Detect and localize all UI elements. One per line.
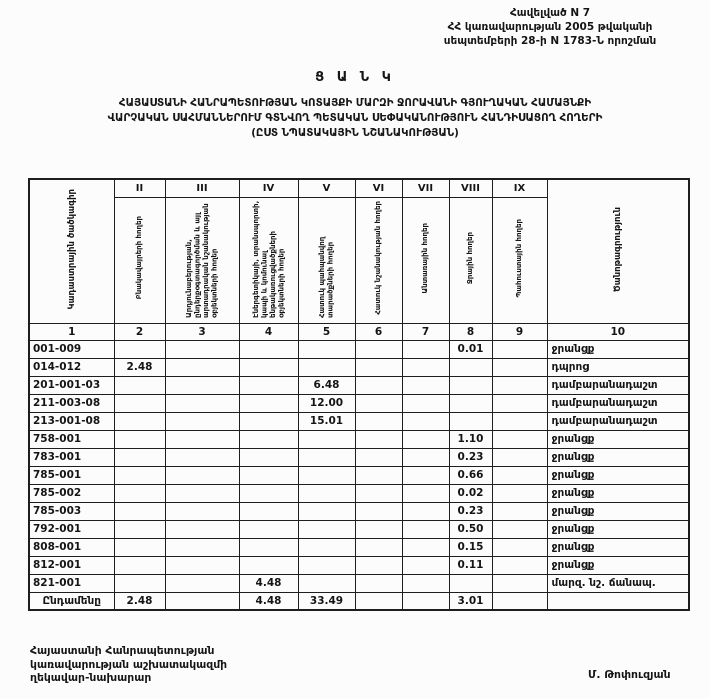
- area-value-cell: [114, 340, 165, 358]
- area-value-cell: 12.00: [298, 394, 355, 412]
- area-value-cell: [165, 502, 239, 520]
- table-row: [29, 376, 689, 394]
- area-value-cell: [492, 430, 547, 448]
- area-value-cell: [298, 430, 355, 448]
- appendix-line-1: Հավելված N 7: [509, 7, 591, 19]
- area-value-cell: [298, 340, 355, 358]
- note-cell: [547, 592, 689, 610]
- cadastral-code-cell: 014-012: [29, 358, 114, 376]
- area-value-cell: 0.15: [449, 538, 492, 556]
- area-value-cell: 6.48: [298, 376, 355, 394]
- numeral-vii: VII: [402, 179, 449, 197]
- area-value-cell: [402, 376, 449, 394]
- table-row: [29, 430, 689, 448]
- total-row: [29, 592, 689, 610]
- area-value-cell: 0.02: [449, 484, 492, 502]
- area-value-cell: [449, 412, 492, 430]
- area-value-cell: [355, 394, 402, 412]
- area-value-cell: [165, 484, 239, 502]
- table-row: [29, 574, 689, 592]
- area-value-cell: 0.01: [449, 340, 492, 358]
- area-value-cell: [165, 394, 239, 412]
- area-value-cell: [239, 520, 298, 538]
- cadastral-code-cell: 812-001: [29, 556, 114, 574]
- area-value-cell: [492, 592, 547, 610]
- appendix-header: [400, 6, 700, 48]
- table-row: [29, 412, 689, 430]
- table-row: [29, 448, 689, 466]
- area-value-cell: [298, 466, 355, 484]
- area-value-cell: 3.01: [449, 592, 492, 610]
- cadastral-code-cell: 758-001: [29, 430, 114, 448]
- table-row: [29, 466, 689, 484]
- area-value-cell: [114, 520, 165, 538]
- header-reserve-lands: Պահուստային հողեր: [492, 197, 547, 323]
- header-cadastral-code: [29, 179, 114, 323]
- appendix-line-3: սեպտեմբերի 28-ի N 1783-Ն որոշման: [443, 35, 657, 47]
- col-number-3: 3: [165, 323, 239, 340]
- note-cell: ջրանցք: [547, 484, 689, 502]
- area-value-cell: [165, 556, 239, 574]
- area-value-cell: [492, 376, 547, 394]
- col-number-7: 7: [402, 323, 449, 340]
- col-number-2: 2: [114, 323, 165, 340]
- numeral-vi: VI: [355, 179, 402, 197]
- note-cell: ջրանցք: [547, 502, 689, 520]
- cadastral-code-cell: 785-003: [29, 502, 114, 520]
- area-value-cell: [402, 592, 449, 610]
- area-value-cell: [355, 340, 402, 358]
- area-value-cell: [492, 556, 547, 574]
- note-cell: ջրանցք: [547, 448, 689, 466]
- area-value-cell: [165, 340, 239, 358]
- col-number-4: 4: [239, 323, 298, 340]
- area-value-cell: [492, 358, 547, 376]
- area-value-cell: [114, 466, 165, 484]
- area-value-cell: 4.48: [239, 592, 298, 610]
- area-value-cell: [114, 376, 165, 394]
- area-value-cell: [239, 430, 298, 448]
- area-value-cell: [355, 466, 402, 484]
- area-value-cell: [355, 358, 402, 376]
- area-value-cell: [165, 538, 239, 556]
- area-value-cell: [239, 502, 298, 520]
- note-cell: դամբարանադաշտ: [547, 376, 689, 394]
- area-value-cell: [298, 358, 355, 376]
- area-value-cell: [298, 574, 355, 592]
- area-value-cell: [449, 394, 492, 412]
- area-value-cell: [298, 556, 355, 574]
- area-value-cell: [114, 430, 165, 448]
- area-value-cell: [402, 484, 449, 502]
- appendix-line-2: ՀՀ կառավարության 2005 թվականի: [447, 21, 653, 33]
- area-value-cell: [355, 448, 402, 466]
- numeral-ix: IX: [492, 179, 547, 197]
- area-value-cell: [239, 466, 298, 484]
- area-value-cell: [355, 430, 402, 448]
- area-value-cell: [402, 466, 449, 484]
- cadastral-code-cell: 785-002: [29, 484, 114, 502]
- area-value-cell: [239, 412, 298, 430]
- area-value-cell: [298, 520, 355, 538]
- area-value-cell: [402, 556, 449, 574]
- area-value-cell: [449, 376, 492, 394]
- numeral-ii: II: [114, 179, 165, 197]
- cadastral-code-cell: 808-001: [29, 538, 114, 556]
- header-protected-lands: Հատուկ պահպանվող տարածքների հողեր: [298, 197, 355, 323]
- area-value-cell: [355, 502, 402, 520]
- note-cell: մարզ. նշ. ճանապ.: [547, 574, 689, 592]
- area-value-cell: [449, 574, 492, 592]
- header-industrial-lands: Արդյունաբերության, ընդերքօգտագործման և այլ արտադրական նշանակության օբյեկտների հողեր: [165, 197, 239, 323]
- col-number-10: 10: [547, 323, 689, 340]
- area-value-cell: [402, 538, 449, 556]
- area-value-cell: [165, 430, 239, 448]
- footer-line-3: ղեկավար-նախարար: [30, 671, 152, 684]
- area-value-cell: [165, 376, 239, 394]
- header-forest-lands: Անտառային հողեր: [402, 197, 449, 323]
- numeral-iv: IV: [239, 179, 298, 197]
- cadastral-code-cell: 201-001-03: [29, 376, 114, 394]
- header-settlement-lands: Բնակավայրերի հողեր: [114, 197, 165, 323]
- area-value-cell: 0.23: [449, 448, 492, 466]
- area-value-cell: [298, 538, 355, 556]
- header-special-lands: Հատուկ նշանակության հողեր: [355, 197, 402, 323]
- area-value-cell: [165, 520, 239, 538]
- area-value-cell: 0.23: [449, 502, 492, 520]
- area-value-cell: [492, 574, 547, 592]
- area-value-cell: [165, 448, 239, 466]
- area-value-cell: [355, 520, 402, 538]
- cadastral-code-cell: Ընդամենը: [29, 592, 114, 610]
- document-subtitle: [10, 96, 700, 141]
- area-value-cell: [114, 556, 165, 574]
- header-cadastral-code-label: Կադաստրային ծածկագիր: [66, 189, 77, 311]
- area-value-cell: [114, 574, 165, 592]
- area-value-cell: 4.48: [239, 574, 298, 592]
- numeral-iii: III: [165, 179, 239, 197]
- table-row: [29, 358, 689, 376]
- area-value-cell: 2.48: [114, 592, 165, 610]
- area-value-cell: [402, 340, 449, 358]
- table-row: [29, 340, 689, 358]
- area-value-cell: [492, 520, 547, 538]
- area-value-cell: 2.48: [114, 358, 165, 376]
- area-value-cell: [165, 466, 239, 484]
- area-value-cell: [114, 538, 165, 556]
- area-value-cell: [114, 448, 165, 466]
- note-cell: ջրանցք: [547, 520, 689, 538]
- area-value-cell: [114, 394, 165, 412]
- numeral-v: V: [298, 179, 355, 197]
- table-row: [29, 538, 689, 556]
- area-value-cell: [492, 466, 547, 484]
- area-value-cell: [402, 358, 449, 376]
- area-value-cell: [239, 538, 298, 556]
- document-title: Ց Ա Ն Կ: [315, 70, 395, 85]
- note-cell: դամբարանադաշտ: [547, 412, 689, 430]
- area-value-cell: [355, 412, 402, 430]
- numeral-viii: VIII: [449, 179, 492, 197]
- cadastral-code-cell: 001-009: [29, 340, 114, 358]
- area-value-cell: [355, 592, 402, 610]
- area-value-cell: [402, 412, 449, 430]
- table-row: [29, 502, 689, 520]
- footer-line-1: Հայաստանի Հանրապետության: [30, 644, 215, 657]
- area-value-cell: [402, 394, 449, 412]
- col-number-8: 8: [449, 323, 492, 340]
- table-row: [29, 484, 689, 502]
- area-value-cell: [165, 358, 239, 376]
- area-value-cell: [402, 448, 449, 466]
- area-value-cell: 1.10: [449, 430, 492, 448]
- col-number-9: 9: [492, 323, 547, 340]
- note-cell: ջրանցք: [547, 340, 689, 358]
- note-cell: ջրանցք: [547, 538, 689, 556]
- table-row: [29, 394, 689, 412]
- table-row: [29, 520, 689, 538]
- cadastral-code-cell: 821-001: [29, 574, 114, 592]
- note-cell: ջրանցք: [547, 556, 689, 574]
- column-number-row: [29, 323, 689, 340]
- col-number-1: 1: [29, 323, 114, 340]
- signature-name: Մ. Թոփուզյան: [588, 668, 671, 681]
- header-note: [547, 179, 689, 323]
- cadastral-code-cell: 785-001: [29, 466, 114, 484]
- cadastral-code-cell: 783-001: [29, 448, 114, 466]
- col-number-6: 6: [355, 323, 402, 340]
- cadastral-code-cell: 211-003-08: [29, 394, 114, 412]
- subtitle-line-3: (ԸՍՏ ՆՊԱՏԱԿԱՅԻՆ ՆՇԱՆԱԿՈՒԹՅԱՆ): [251, 127, 459, 139]
- area-value-cell: [239, 484, 298, 502]
- col-number-5: 5: [298, 323, 355, 340]
- area-value-cell: [355, 484, 402, 502]
- header-note-label: Ծանոթագրություն: [612, 207, 623, 293]
- footer-signatory-title: [30, 644, 227, 685]
- area-value-cell: [165, 412, 239, 430]
- area-value-cell: [355, 376, 402, 394]
- area-value-cell: [355, 538, 402, 556]
- table-header: [29, 179, 689, 340]
- area-value-cell: 15.01: [298, 412, 355, 430]
- area-value-cell: [492, 448, 547, 466]
- area-value-cell: [298, 484, 355, 502]
- note-cell: ջրանցք: [547, 430, 689, 448]
- area-value-cell: [298, 502, 355, 520]
- area-value-cell: [114, 484, 165, 502]
- header-water-lands: Ջրային հողեր: [449, 197, 492, 323]
- table-body: [29, 340, 689, 610]
- area-value-cell: [239, 394, 298, 412]
- area-value-cell: [114, 412, 165, 430]
- area-value-cell: [449, 358, 492, 376]
- area-value-cell: [239, 556, 298, 574]
- area-value-cell: [165, 592, 239, 610]
- area-value-cell: [492, 412, 547, 430]
- area-value-cell: [492, 484, 547, 502]
- note-cell: դպրոց: [547, 358, 689, 376]
- area-value-cell: [402, 574, 449, 592]
- header-infrastructure-lands: Էներգետիկայի, տրանսպորտի, կապի և կոմունալ ենթակառուցվածքների օբյեկտների հողեր: [239, 197, 298, 323]
- area-value-cell: [239, 376, 298, 394]
- land-category-table: [28, 178, 690, 611]
- area-value-cell: 0.11: [449, 556, 492, 574]
- area-value-cell: [165, 574, 239, 592]
- subtitle-line-1: ՀԱՅԱՍՏԱՆԻ ՀԱՆՐԱՊԵՏՈՒԹՅԱՆ ԿՈՏԱՅՔԻ ՄԱՐԶԻ ՋՈՐԱՎԱՆԻ ԳՅՈՒՂԱԿԱՆ ՀԱՄԱՅՆՔԻ: [118, 97, 592, 109]
- footer-line-2: կառավարության աշխատակազմի: [30, 657, 228, 671]
- area-value-cell: [492, 502, 547, 520]
- cadastral-code-cell: 792-001: [29, 520, 114, 538]
- cadastral-code-cell: 213-001-08: [29, 412, 114, 430]
- roman-numeral-row: [29, 179, 689, 197]
- area-value-cell: [402, 502, 449, 520]
- area-value-cell: [492, 340, 547, 358]
- area-value-cell: [402, 520, 449, 538]
- note-cell: դամբարանադաշտ: [547, 394, 689, 412]
- note-cell: ջրանցք: [547, 466, 689, 484]
- area-value-cell: [114, 502, 165, 520]
- area-value-cell: [492, 538, 547, 556]
- subtitle-line-2: ՎԱՐՉԱԿԱՆ ՍԱՀՄԱՆՆԵՐՈՒՄ ԳՏՆՎՈՂ ՊԵՏԱԿԱՆ ՍԵՓԱԿԱՆՈՒԹՅՈՒՆ ՀԱՆԴԻՍԱՑՈՂ ՀՈՂԵՐԻ: [107, 112, 603, 124]
- table-row: [29, 556, 689, 574]
- area-value-cell: [239, 448, 298, 466]
- area-value-cell: [355, 574, 402, 592]
- area-value-cell: 0.66: [449, 466, 492, 484]
- area-value-cell: [239, 340, 298, 358]
- area-value-cell: [492, 394, 547, 412]
- area-value-cell: [298, 448, 355, 466]
- area-value-cell: [402, 430, 449, 448]
- area-value-cell: 0.50: [449, 520, 492, 538]
- area-value-cell: [355, 556, 402, 574]
- area-value-cell: [239, 358, 298, 376]
- area-value-cell: 33.49: [298, 592, 355, 610]
